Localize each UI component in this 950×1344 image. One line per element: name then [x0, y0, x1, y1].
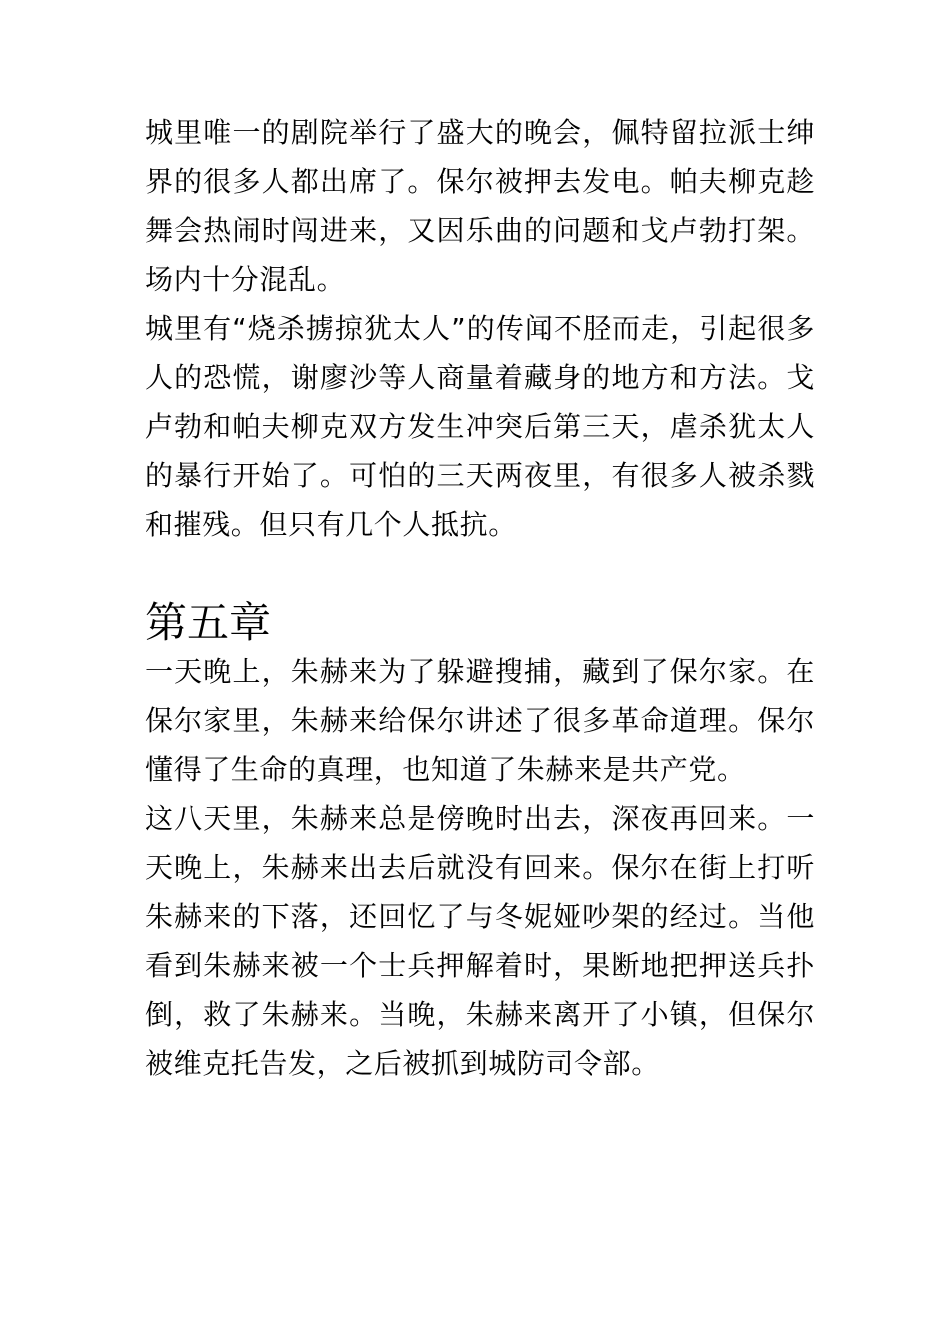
- paragraph-zhukhrai-hiding: 一天晚上，朱赫来为了躲避搜捕，藏到了保尔家。在保尔家里，朱赫来给保尔讲述了很多革命道理。保尔懂得了生命的真理，也知道了朱赫来是共产党。: [145, 655, 815, 786]
- paragraph-theater-evening: 城里唯一的剧院举行了盛大的晚会，佩特留拉派士绅界的很多人都出席了。保尔被押去发电。帕夫柳克趁舞会热闹时闯进来，又因乐曲的问题和戈卢勃打架。场内十分混乱。: [145, 116, 815, 296]
- paragraph-pogrom-rumor: 城里有“烧杀掳掠犹太人”的传闻不胫而走，引起很多人的恐慌，谢廖沙等人商量着藏身的地方和方法。戈卢勃和帕夫柳克双方发生冲突后第三天，虐杀犹太人的暴行开始了。可怕的三天两夜里，有很多人被杀戮和摧残。但只有几个人抵抗。: [145, 312, 815, 541]
- section-spacer: [145, 549, 815, 598]
- paragraph-rescue-zhukhrai: 这八天里，朱赫来总是傍晚时出去，深夜再回来。一天晚上，朱赫来出去后就没有回来。保尔在街上打听朱赫来的下落，还回忆了与冬妮娅吵架的经过。当他看到朱赫来被一个士兵押解着时，果断地把押送兵扑倒，救了朱赫来。当晚，朱赫来离开了小镇，但保尔被维克托告发，之后被抓到城防司令部。: [145, 802, 815, 1080]
- document-page: [145, 108, 815, 1088]
- chapter-heading: 第五章: [145, 598, 272, 647]
